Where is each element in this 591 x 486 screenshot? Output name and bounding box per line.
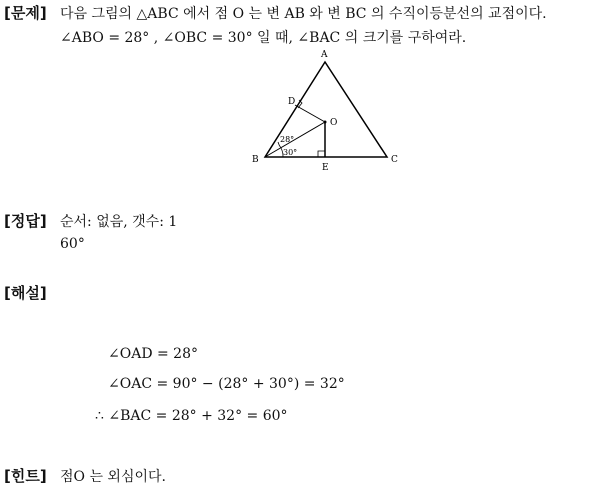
hint-label: [힌트]: [4, 467, 47, 485]
point-a-label: A: [321, 50, 328, 60]
point-o-dot: [324, 121, 327, 124]
right-angle-mark-e: [318, 151, 325, 157]
angle-label-30: 30°: [283, 148, 298, 157]
point-b-label: B: [252, 155, 259, 165]
explanation-step-1: ∠OAD = 28°: [108, 346, 198, 362]
segment-od: [295, 105, 325, 122]
point-o-label: O: [330, 118, 338, 128]
point-c-label: C: [391, 155, 398, 165]
answer-value: 60°: [60, 236, 85, 252]
explanation-step-3: ∴ ∠BAC = 28° + 32° = 60°: [95, 408, 288, 424]
explanation-step-2: ∠OAC = 90° − (28° + 30°) = 32°: [108, 376, 345, 392]
hint-text: 점O 는 외심이다.: [60, 469, 166, 485]
answer-label: [정답]: [4, 212, 47, 230]
answer-meta: 순서: 없음, 갯수: 1: [60, 214, 178, 230]
point-d-label: D: [288, 97, 296, 107]
point-e-label: E: [322, 163, 329, 173]
explanation-label: [해설]: [4, 284, 47, 302]
problem-text-line2: ∠ABO = 28° , ∠OBC = 30° 일 때, ∠BAC 의 크기를 구하여라.: [60, 30, 467, 46]
problem-label: [문제]: [4, 4, 47, 22]
angle-label-28: 28°: [280, 135, 295, 144]
problem-text-line1: 다음 그림의 △ABC 에서 점 O 는 변 AB 와 변 BC 의 수직이등분선의 교점이다.: [60, 6, 547, 22]
